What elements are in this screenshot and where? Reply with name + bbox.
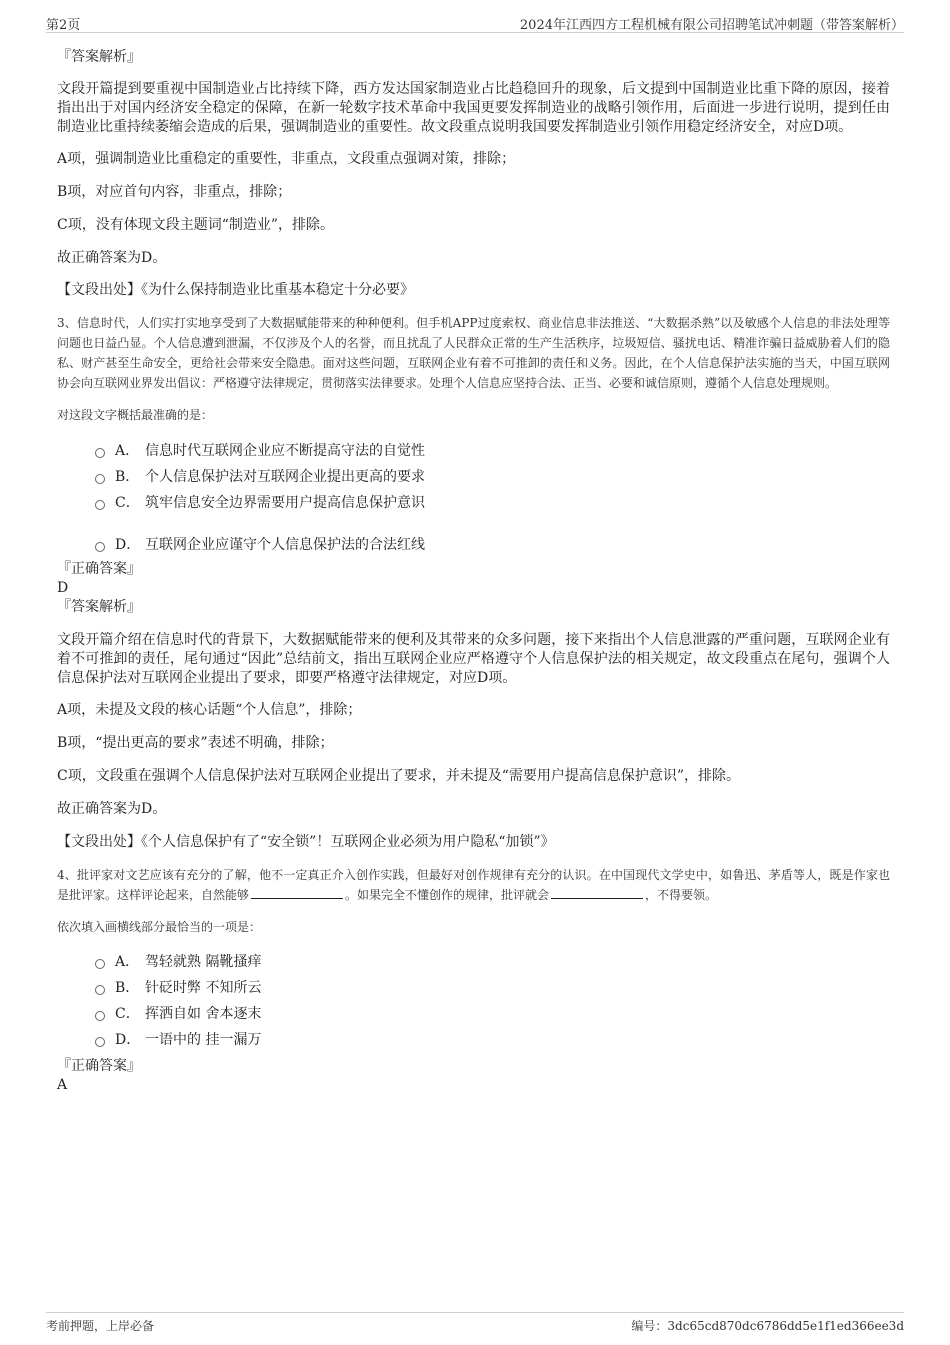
q4-stem-part1: 4、批评家对文艺应该有充分的了解，他不一定真正介入创作实践，但最好对创作规律有充分的认识。在中国现代文学史中，如鲁迅、茅盾等人，既是作家也是批评家。这样评论起来，自然能够 xyxy=(57,868,890,902)
page-number: 第2页 xyxy=(46,18,81,33)
q2-analysis: 文段开篇提到要重视中国制造业占比持续下降，西方发达国家制造业占比趋稳回升的现象，后文提到中国制造业比重下降的原因，接着指出出于对国内经济安全稳定的保障，在新一轮数字技术革命中我国更要发挥制造业的战略引领作用，后面进一步进行说明，提到任由制造业比重持续萎缩会造成的后果，强调制造业的重要性。故文段重点说明我国要发挥制造业引领作用稳定经济安全，对应D项。 xyxy=(57,81,890,135)
radio-icon[interactable] xyxy=(95,474,105,484)
q2-source: 【文段出处】《为什么保持制造业比重基本稳定十分必要》 xyxy=(57,282,414,298)
option-text: 针砭时弊 不知所云 xyxy=(145,980,262,996)
option-text: 个人信息保护法对互联网企业提出更高的要求 xyxy=(145,469,425,485)
radio-icon[interactable] xyxy=(95,1037,105,1047)
option-letter: C． xyxy=(115,495,140,511)
q3-answer-label: 『正确答案』 xyxy=(57,561,141,577)
footer-slogan: 考前押题，上岸必备 xyxy=(46,1319,155,1333)
page-content xyxy=(57,44,890,1095)
option-letter: C． xyxy=(115,1006,140,1022)
radio-icon[interactable] xyxy=(95,542,105,552)
radio-icon[interactable] xyxy=(95,985,105,995)
option-text: 挥洒自如 舍本逐末 xyxy=(145,1006,262,1022)
q4-prompt: 依次填入画横线部分最恰当的一项是： xyxy=(57,920,262,934)
radio-icon[interactable] xyxy=(95,1011,105,1021)
q3-conclusion: 故正确答案为D。 xyxy=(57,801,167,817)
q3-analysis-label: 『答案解析』 xyxy=(57,599,141,615)
q3-option-a[interactable] xyxy=(57,438,890,464)
option-text: 驾轻就熟 隔靴搔痒 xyxy=(145,954,262,970)
q3-options xyxy=(57,438,890,558)
document-title: 2024年江西四方工程机械有限公司招聘笔试冲刺题（带答案解析） xyxy=(519,18,904,33)
radio-icon[interactable] xyxy=(95,448,105,458)
radio-icon[interactable] xyxy=(95,500,105,510)
page-header xyxy=(46,12,904,33)
option-letter: D． xyxy=(115,1032,141,1048)
page-footer xyxy=(46,1312,904,1337)
q4-option-c[interactable] xyxy=(57,1001,890,1027)
q3-source: 【文段出处】《个人信息保护有了“安全锁”！互联网企业必须为用户隐私“加锁”》 xyxy=(57,834,555,850)
q3-note-a: A项，未提及文段的核心话题“个人信息”，排除； xyxy=(57,702,362,718)
q3-analysis: 文段开篇介绍在信息时代的背景下，大数据赋能带来的便利及其带来的众多问题，接下来指出个人信息泄露的严重问题，互联网企业有着不可推卸的责任，尾句通过“因此”总结前文，指出互联网企业应严格遵守个人信息保护法的相关规定，故文段重点在尾句，强调个人信息保护法对互联网企业提出了要求，即要严格遵守法律规定，对应D项。 xyxy=(57,632,890,686)
option-letter: A． xyxy=(115,954,140,970)
q3-option-c[interactable] xyxy=(57,490,890,516)
q4-answer: A xyxy=(57,1077,68,1093)
q4-stem xyxy=(57,865,890,905)
q3-note-b: B项，“提出更高的要求”表述不明确，排除； xyxy=(57,735,334,751)
q4-stem-part3: ，不得要领。 xyxy=(645,888,718,902)
q4-option-a[interactable] xyxy=(57,949,890,975)
q2-note-a: A项，强调制造业比重稳定的重要性，非重点，文段重点强调对策，排除； xyxy=(57,151,516,167)
option-text: 一语中的 挂一漏万 xyxy=(145,1032,262,1048)
option-text: 筑牢信息安全边界需要用户提高信息保护意识 xyxy=(145,495,425,511)
q2-conclusion: 故正确答案为D。 xyxy=(57,250,167,266)
q3-prompt: 对这段文字概括最准确的是： xyxy=(57,408,214,422)
option-letter: B． xyxy=(115,980,140,996)
q3-note-c: C项，文段重在强调个人信息保护法对互联网企业提出了要求，并未提及“需要用户提高信息保护意识”，排除。 xyxy=(57,768,741,784)
fill-blank-1 xyxy=(251,886,343,899)
q3-stem: 3、信息时代，人们实打实地享受到了大数据赋能带来的种种便利。但手机APP过度索权、商业信息非法推送、“大数据杀熟”以及敏感个人信息的非法处理等问题也日益凸显。个人信息遭到泄漏，不仅涉及个人的名誉，而且扰乱了人民群众正常的生产生活秩序，垃圾短信、骚扰电话、精准诈骗日益威胁着人们的隐私、财产甚至生命安全，更给社会带来安全隐患。面对这些问题，互联网企业有着不可推卸的责任和义务。因此，在个人信息保护法实施的当天，中国互联网协会向互联网业界发出倡议：严格遵守法律规定，贯彻落实法律要求。处理个人信息应坚持合法、正当、必要和诚信原则，遵循个人信息处理规则。 xyxy=(57,316,890,390)
option-text: 互联网企业应谨守个人信息保护法的合法红线 xyxy=(145,537,425,553)
q3-option-b[interactable] xyxy=(57,464,890,490)
q2-note-c: C项，没有体现文段主题词“制造业”，排除。 xyxy=(57,217,335,233)
option-letter: D． xyxy=(115,537,141,553)
q4-answer-label: 『正确答案』 xyxy=(57,1058,141,1074)
q4-options xyxy=(57,949,890,1053)
q4-option-b[interactable] xyxy=(57,975,890,1001)
document-code: 编号：3dc65cd870dc6786dd5e1f1ed366ee3d xyxy=(631,1319,904,1333)
q2-note-b: B项，对应首句内容，非重点，排除； xyxy=(57,184,292,200)
q4-option-d[interactable] xyxy=(57,1027,890,1053)
fill-blank-2 xyxy=(551,886,643,899)
q2-analysis-label: 『答案解析』 xyxy=(57,49,141,65)
option-letter: A． xyxy=(115,443,140,459)
radio-icon[interactable] xyxy=(95,959,105,969)
q3-answer: D xyxy=(57,580,69,596)
option-letter: B． xyxy=(115,469,140,485)
q3-option-d[interactable] xyxy=(57,532,890,558)
q4-stem-part2: 。如果完全不懂创作的规律，批评就会 xyxy=(345,888,550,902)
option-text: 信息时代互联网企业应不断提高守法的自觉性 xyxy=(145,443,425,459)
